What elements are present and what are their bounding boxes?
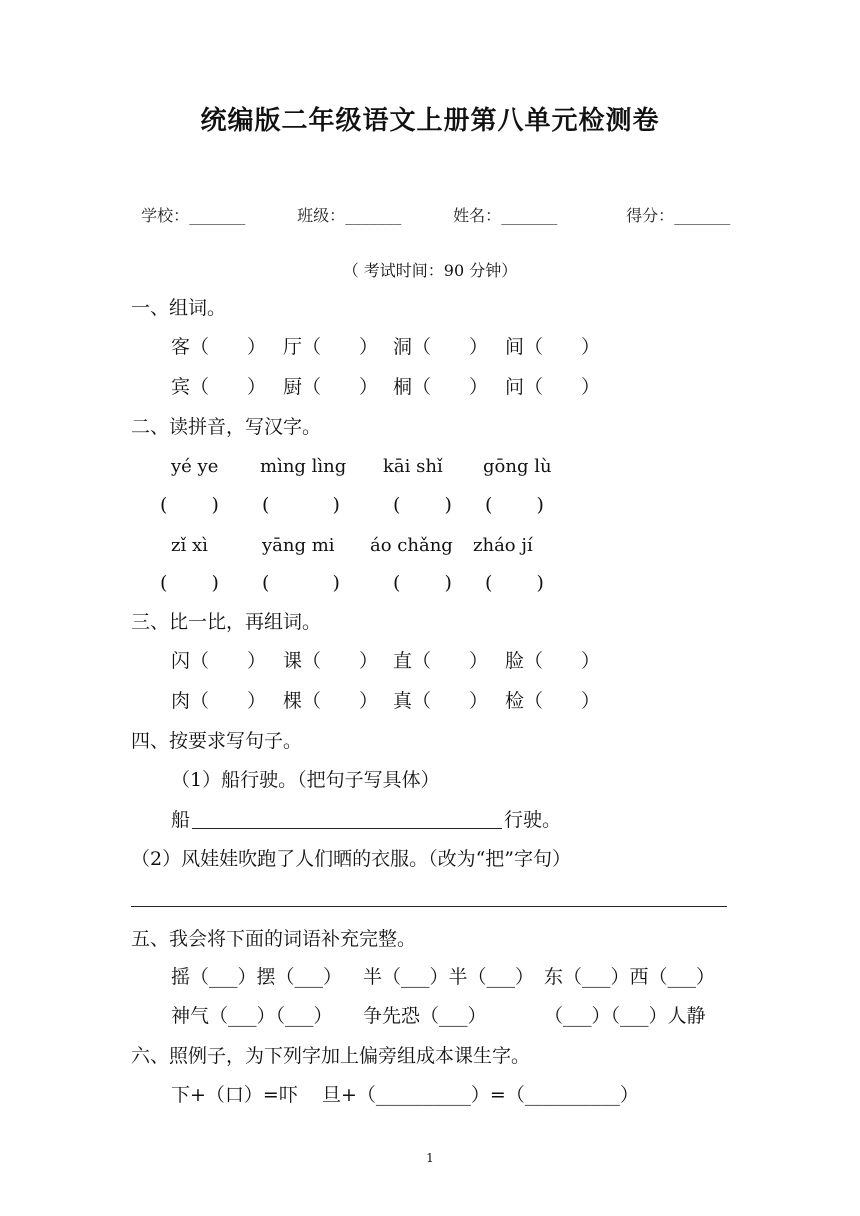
page-title: 统编版二年级语文上册第八单元检测卷 — [200, 106, 660, 136]
s5-item[interactable]: 摇（___）摆（___） — [171, 966, 343, 988]
s3-item[interactable]: 棵（ ） — [283, 690, 379, 712]
school-blank: _______ — [189, 206, 246, 225]
s6-task[interactable]: 旦+（__________）=（__________） — [322, 1084, 639, 1106]
s5-item[interactable]: 争先恐（___） — [363, 1005, 487, 1027]
answer-blank[interactable]: ( ) — [160, 494, 219, 516]
page-number: 1 — [426, 1151, 434, 1165]
pinyin: yé ye — [171, 456, 219, 477]
pinyin: zháo jí — [473, 535, 533, 556]
score-field[interactable] — [616, 192, 730, 224]
pinyin: kāi shǐ — [383, 456, 443, 477]
section-5-heading: 五、我会将下面的词语补充完整。 — [131, 928, 417, 950]
section-4-heading: 四、按要求写句子。 — [131, 730, 303, 752]
s4-question-2: （2）风娃娃吹跑了人们晒的衣服。（改为“把”字句） — [131, 848, 572, 870]
s1-item[interactable]: 洞（ ） — [393, 336, 489, 358]
pinyin: zǐ xì — [171, 535, 208, 556]
s3-item[interactable]: 肉（ ） — [171, 690, 267, 712]
score-label: 得分： — [626, 206, 675, 225]
name-label: 姓名： — [453, 206, 502, 225]
section-3-heading: 三、比一比，再组词。 — [131, 611, 322, 633]
answer-blank[interactable]: ( ) — [485, 494, 544, 516]
s1-item[interactable]: 桐（ ） — [393, 376, 489, 398]
s1-item[interactable]: 客（ ） — [171, 336, 267, 358]
s1-item[interactable]: 间（ ） — [505, 336, 601, 358]
pinyin: gōng lù — [483, 456, 552, 477]
section-2-heading: 二、读拼音，写汉字。 — [131, 416, 322, 438]
name-field[interactable] — [443, 192, 557, 224]
s4-q2-answer-line[interactable] — [131, 906, 727, 907]
s3-item[interactable]: 闪（ ） — [171, 650, 267, 672]
s5-item[interactable]: （___）（___）人静 — [544, 1005, 706, 1027]
section-6-heading: 六、照例子，为下列字加上偏旁组成本课生字。 — [131, 1045, 531, 1067]
pinyin: áo chǎng — [370, 535, 453, 556]
s5-item[interactable]: 神气（___）（___） — [171, 1005, 333, 1027]
s1-item[interactable]: 厨（ ） — [283, 376, 379, 398]
section-1-heading: 一、组词。 — [131, 297, 227, 319]
pinyin: mìng lìng — [260, 456, 347, 477]
s5-item[interactable]: 半（___）半（___） — [363, 966, 535, 988]
class-label: 班级： — [297, 206, 346, 225]
s3-item[interactable]: 真（ ） — [393, 690, 489, 712]
s1-item[interactable]: 宾（ ） — [171, 376, 267, 398]
answer-blank[interactable]: ( ) — [485, 572, 544, 594]
s4-q1-end: 行驶。 — [504, 809, 562, 831]
name-blank: _______ — [501, 206, 558, 225]
answer-blank[interactable]: ( ) — [262, 572, 340, 594]
pinyin: yāng mi — [262, 535, 335, 556]
exam-time: （ 考试时间：90 分钟） — [342, 261, 518, 280]
class-blank: _______ — [345, 206, 402, 225]
s3-item[interactable]: 检（ ） — [505, 690, 601, 712]
class-field[interactable] — [287, 192, 401, 224]
s3-item[interactable]: 脸（ ） — [505, 650, 601, 672]
school-field[interactable] — [131, 192, 245, 224]
answer-blank[interactable]: ( ) — [262, 494, 340, 516]
s4-question-1: （1）船行驶。（把句子写具体） — [171, 769, 440, 791]
s4-q1-start: 船 — [171, 809, 191, 831]
answer-blank[interactable]: ( ) — [393, 572, 452, 594]
s3-item[interactable]: 直（ ） — [393, 650, 489, 672]
school-label: 学校： — [141, 206, 190, 225]
s5-item[interactable]: 东（___）西（___） — [544, 966, 716, 988]
answer-blank[interactable]: ( ) — [393, 494, 452, 516]
score-blank: _______ — [674, 206, 731, 225]
s3-item[interactable]: 课（ ） — [283, 650, 379, 672]
answer-blank[interactable]: ( ) — [160, 572, 219, 594]
s4-q1-answer-line[interactable] — [192, 828, 502, 829]
s1-item[interactable]: 厅（ ） — [283, 336, 379, 358]
s6-example: 下+（口）=吓 — [171, 1084, 298, 1106]
s1-item[interactable]: 问（ ） — [505, 376, 601, 398]
